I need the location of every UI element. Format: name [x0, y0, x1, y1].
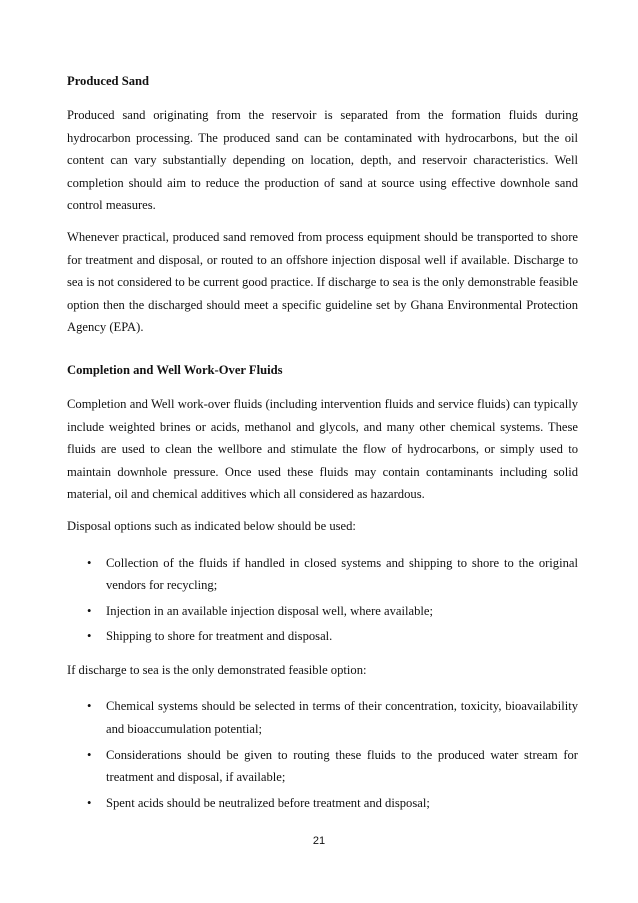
list-item-text: Shipping to shore for treatment and disposal.: [106, 629, 333, 644]
list-item-text: Injection in an available injection disposal well, where available;: [106, 603, 433, 618]
bullet-list-disposal-options: [67, 552, 578, 648]
list-item: [67, 552, 578, 597]
paragraph: Produced sand originating from the reservoir is separated from the formation fluids during hydrocarbon processing. The produced sand can be contaminated with hydrocarbons, but the oil content can vary substantially depending on location, depth, and reservoir characteristics. Well completion should aim to reduce the production of sand at source using effective downhole sand control measures.: [67, 108, 578, 213]
bullet-icon: •: [87, 699, 92, 714]
paragraph: Disposal options such as indicated below should be used:: [67, 518, 356, 533]
list-item-text: Chemical systems should be selected in terms of their concentration, toxicity, bioavailability and bioaccumulation potential;: [106, 699, 578, 737]
list-item: [67, 744, 578, 789]
bullet-list-sea-discharge: [67, 695, 578, 814]
document-page: [67, 72, 578, 814]
list-item-text: Spent acids should be neutralized before treatment and disposal;: [106, 795, 430, 810]
paragraph: Whenever practical, produced sand removed from process equipment should be transported to shore for treatment and disposal, or routed to an offshore injection disposal well if available. Discharge to sea is not considered to be current good practice. If discharge to sea is the only demonstrable feasible option then the discharged should meet a specific guideline set by Ghana Environmental Protection Agency (EPA).: [67, 229, 578, 335]
bullet-icon: •: [87, 747, 92, 762]
bullet-icon: •: [87, 555, 92, 570]
page-number: 21: [312, 835, 326, 847]
list-item: [67, 792, 578, 815]
bullet-icon: •: [87, 603, 92, 618]
list-item-text: Collection of the fluids if handled in closed systems and shipping to shore to the original vendors for recycling;: [106, 555, 578, 593]
list-item-text: Considerations should be given to routing these fluids to the produced water stream for treatment and disposal, if available;: [106, 747, 578, 785]
list-item: [67, 695, 578, 740]
paragraph: Completion and Well work-over fluids (including intervention fluids and service fluids) can typically include weighted brines or acids, methanol and glycols, and many other chemical systems. These fluids are used to clean the wellbore and stimulate the flow of hydrocarbons, or simply used to maintain downhole pressure. Once used these fluids may contain contaminants including solid material, oil and chemical additives which all considered as hazardous.: [67, 396, 578, 502]
list-item: [67, 600, 578, 623]
section-heading-completion-fluids: Completion and Well Work-Over Fluids: [67, 362, 283, 377]
paragraph: If discharge to sea is the only demonstrated feasible option:: [67, 662, 367, 677]
section-heading-produced-sand: Produced Sand: [67, 74, 150, 88]
bullet-icon: •: [87, 795, 92, 810]
list-item: [67, 625, 578, 648]
bullet-icon: •: [87, 629, 92, 644]
